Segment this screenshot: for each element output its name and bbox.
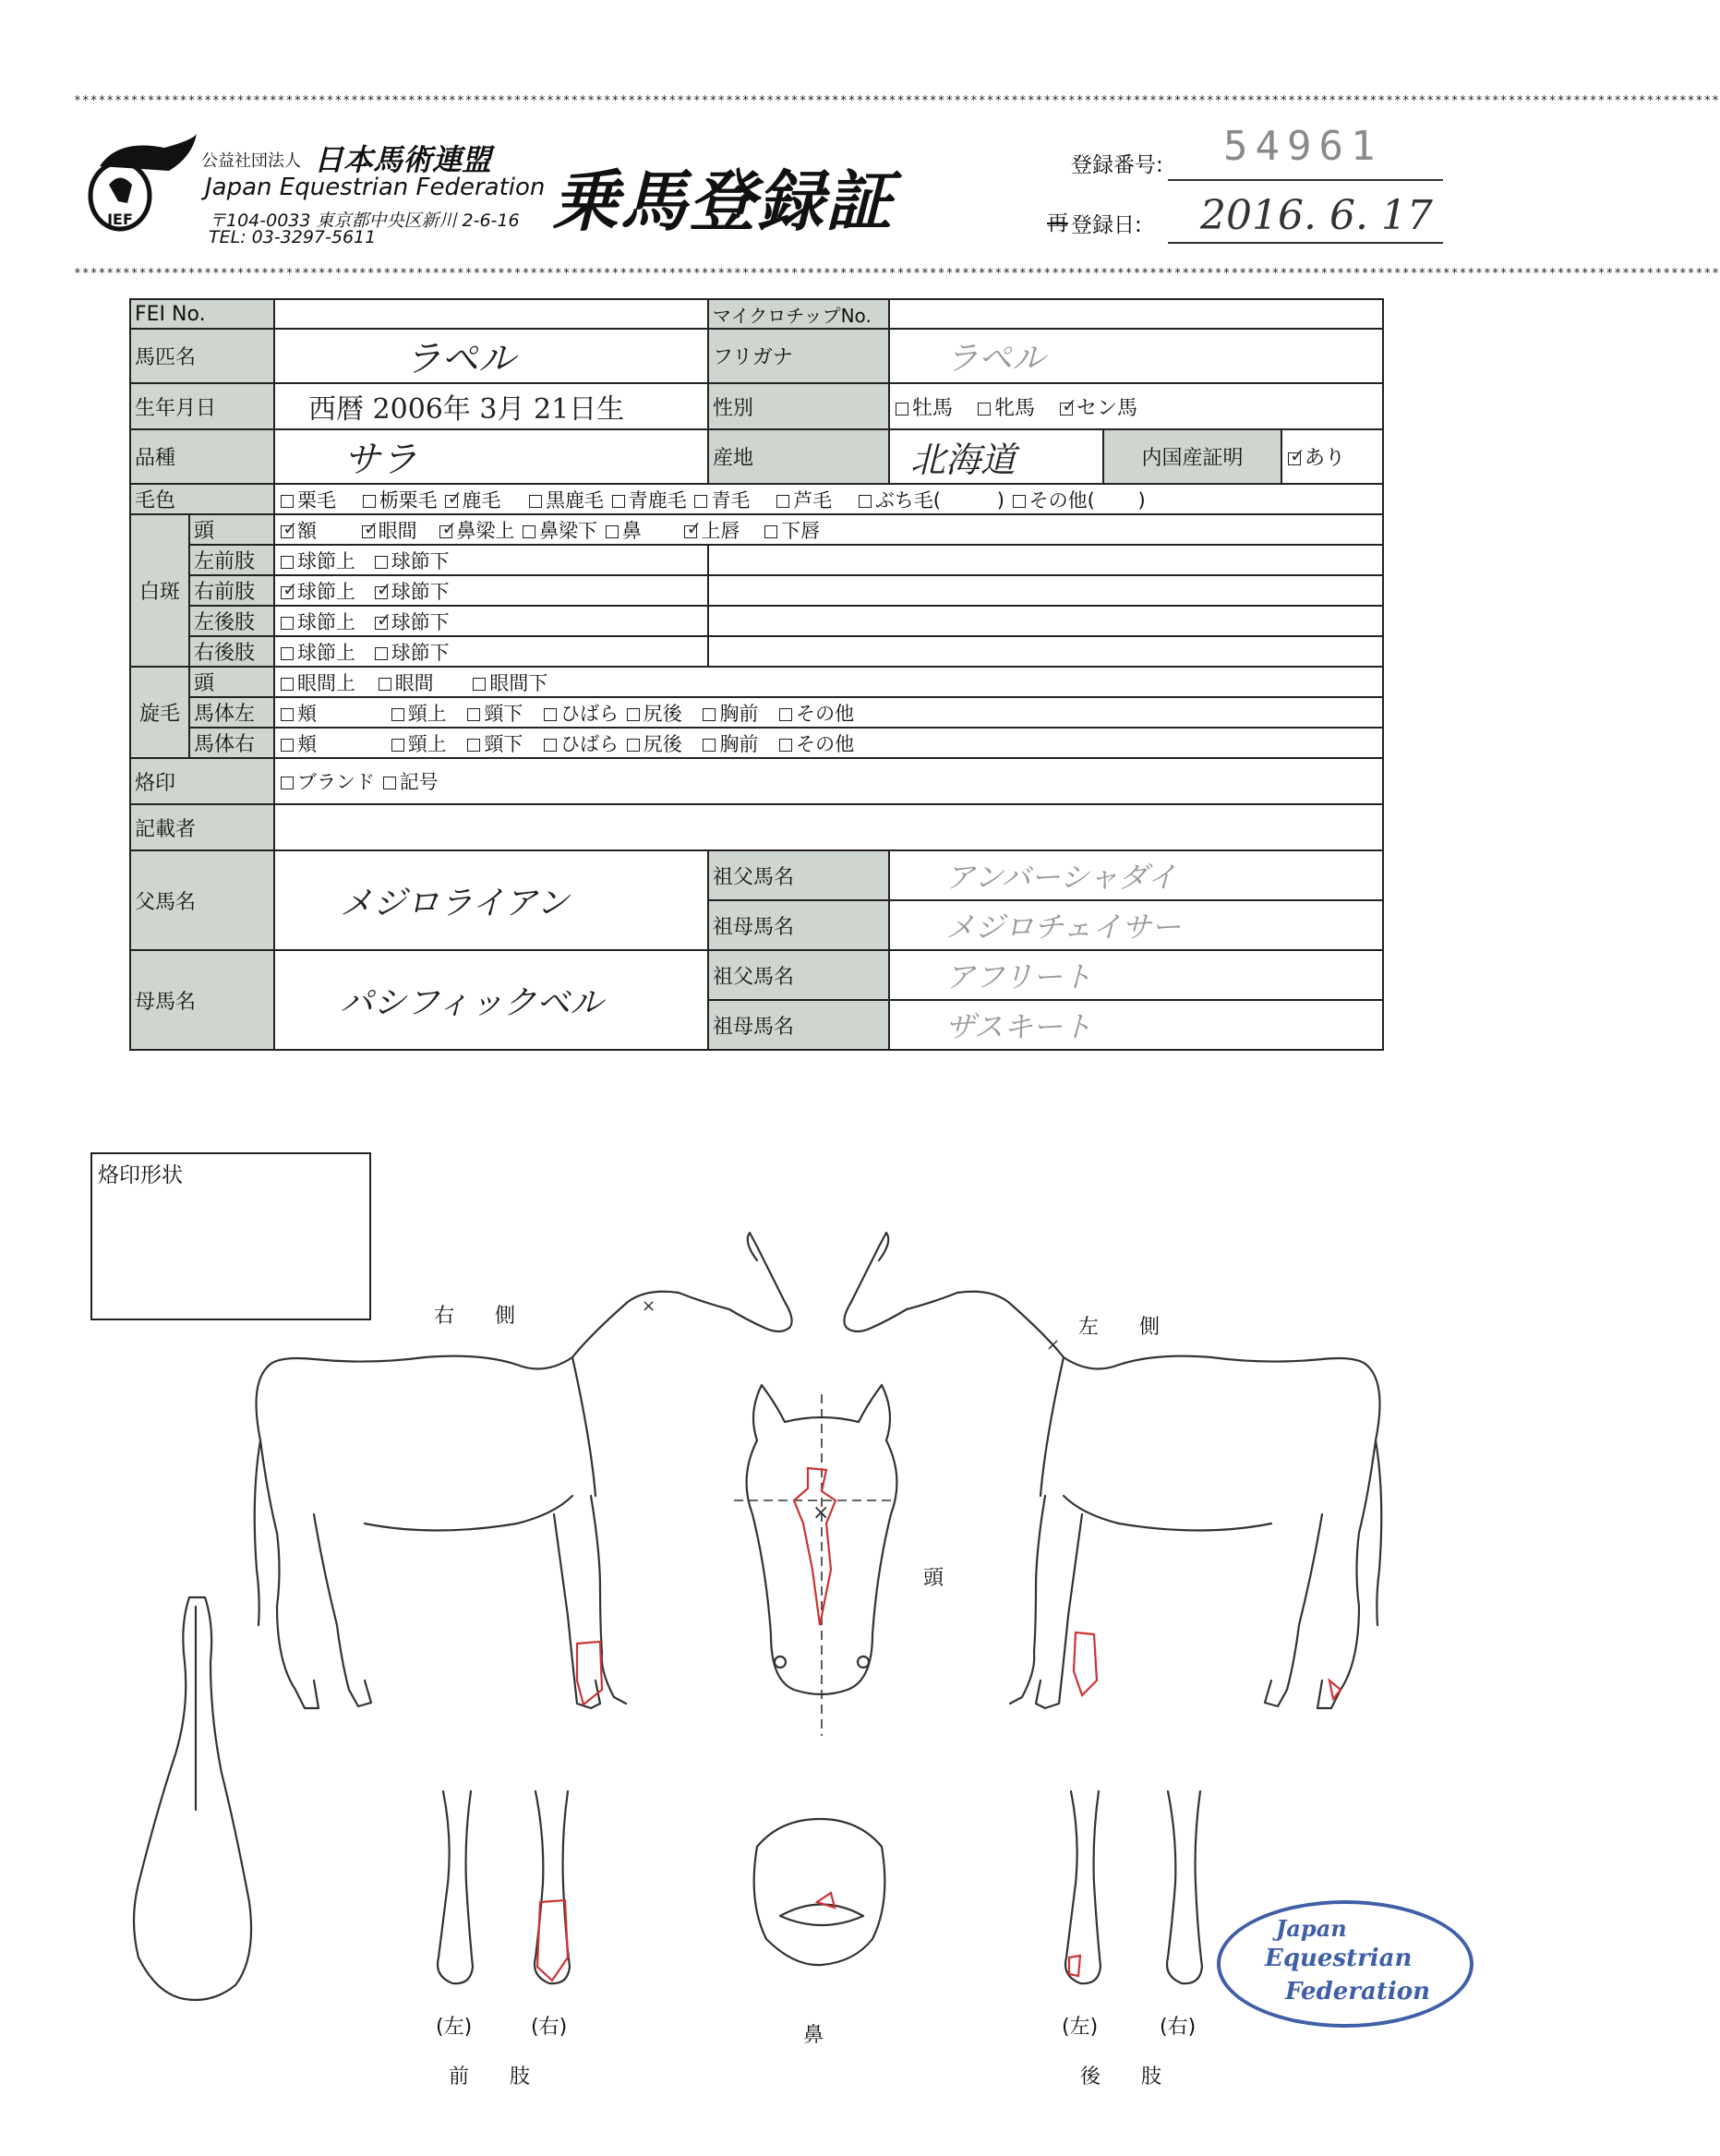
whorl-left-item-4: 尻後 (643, 702, 682, 725)
sex-checkbox-0[interactable] (896, 403, 908, 416)
sire-gdam-value: メジロチェイサー (945, 909, 1182, 945)
white-rh-checkbox-1[interactable] (375, 647, 388, 660)
fore-caption: 前 肢 (449, 2066, 531, 2089)
breed-label: 品種 (130, 429, 274, 484)
white-row-rf-label: 右前肢 (189, 575, 274, 606)
org-name-ja: 日本馬術連盟 (314, 142, 492, 177)
color-options (274, 484, 1383, 514)
registration-date-value: 2016. 6. 17 (1200, 192, 1433, 239)
color-option-2: 鹿毛 (462, 488, 501, 512)
domestic-label: 内国産証明 (1103, 429, 1281, 484)
whorl-head-item-2: 眼間下 (489, 671, 548, 694)
svg-text:×: × (642, 1296, 656, 1316)
color-label: 毛色 (130, 484, 274, 514)
white-lf-checkbox-1[interactable] (375, 556, 388, 569)
sex-label: 性別 (708, 383, 889, 429)
whorl-right-checkbox-2[interactable] (467, 739, 480, 752)
white-lf-checkbox-0[interactable] (281, 556, 294, 569)
whorl-left-item-3: ひばら (560, 702, 619, 725)
whorl-left-item-5: 胸前 (719, 702, 759, 725)
white-row-lf-label: 左前肢 (189, 545, 274, 575)
name-value: ラペル (404, 338, 515, 380)
document-title: 乗馬登録証 (552, 163, 895, 240)
sire-label: 父馬名 (130, 850, 274, 950)
nose-label: 鼻 (803, 2024, 824, 2047)
white-head-item-6: 下唇 (781, 519, 821, 542)
horse-head-front (734, 1385, 896, 1736)
whorl-label: 旋毛 (130, 667, 189, 758)
brand-checkbox-1[interactable] (383, 777, 396, 789)
color-option-10: ) (1137, 488, 1146, 512)
whorl-left-checkbox-3[interactable] (544, 708, 557, 721)
white-row-head (274, 514, 1383, 545)
chip-label: マイクロチップNo. (708, 299, 889, 329)
hind-left-label: (左) (1062, 2016, 1099, 2039)
whorl-head-checkbox-2[interactable] (473, 678, 486, 691)
whorl-left-item-6: その他 (796, 702, 855, 725)
brand-shape-label: 烙印形状 (98, 1163, 183, 1187)
color-option-4: 青鹿毛 (628, 488, 687, 512)
white-head-item-5: 上唇 (701, 519, 740, 542)
whorl-row-head-label: 頭 (189, 667, 274, 697)
white-head-checkbox-2[interactable] (439, 525, 452, 538)
color-checkbox-4[interactable] (612, 495, 625, 508)
whorl-row-left (274, 697, 1383, 728)
whorl-right-checkbox-1[interactable] (391, 739, 404, 752)
whorl-head-checkbox-1[interactable] (379, 678, 391, 691)
horse-right-side (255, 1233, 792, 1708)
sire-value: メジロライアン (340, 884, 570, 922)
whorl-right-item-4: 尻後 (643, 732, 682, 755)
whorl-left-item-1: 頸上 (407, 702, 447, 725)
stamp-line-3: Federation (1285, 1978, 1430, 2005)
horse-top-view (134, 1597, 251, 2000)
fore-right-label: (右) (531, 2016, 568, 2039)
org-tel: TEL: 03-3297-5611 (209, 227, 377, 247)
horse-left-side (844, 1233, 1381, 1708)
dam-label: 母馬名 (130, 950, 274, 1050)
whorl-row-right (274, 728, 1383, 758)
hindlegs (1065, 1791, 1202, 1983)
brand-checkbox-0[interactable] (281, 777, 294, 789)
fore-left-label: (左) (436, 2016, 473, 2039)
whorl-right-item-6: その他 (796, 732, 855, 755)
whorl-right-checkbox-5[interactable] (703, 739, 716, 752)
white-rh-checkbox-0[interactable] (281, 647, 294, 660)
whorl-left-checkbox-5[interactable] (703, 708, 716, 721)
sex-checkbox-1[interactable] (978, 403, 991, 416)
sex-checkbox-2[interactable] (1060, 403, 1073, 416)
whorl-row-right-label: 馬体右 (189, 728, 274, 758)
white-row-lf (274, 545, 708, 575)
svg-text:JEF: JEF (107, 211, 133, 228)
brand-option-0: ブランド (297, 771, 375, 793)
dam-gdam-label: 祖母馬名 (708, 1000, 889, 1050)
sire-gsire-value: アンバーシャダイ (945, 860, 1177, 895)
white-head-item-1: 眼間 (378, 519, 417, 542)
bottom-dotted-rule: ********************************************************************************************************************************************************************************************************** (74, 267, 1720, 281)
sire-gsire-label: 祖父馬名 (708, 850, 889, 900)
white-lh-item-0: 球節上 (297, 610, 355, 633)
dam-gsire-label: 祖父馬名 (708, 950, 889, 1000)
stamp-line-1: Japan (1276, 1915, 1347, 1942)
svg-text:×: × (812, 1501, 830, 1524)
color-option-5: 青毛 (711, 488, 751, 512)
white-head-checkbox-6[interactable] (764, 525, 777, 538)
hind-caption: 後 肢 (1080, 2066, 1162, 2089)
whorl-right-item-2: 頸下 (484, 732, 523, 755)
whorl-head-item-0: 眼間上 (297, 671, 355, 694)
color-option-9: その他( (1028, 488, 1095, 512)
white-head-checkbox-1[interactable] (362, 525, 375, 538)
sex-option-0: 牡馬 (912, 396, 954, 420)
white-head-checkbox-4[interactable] (606, 525, 619, 538)
origin-label: 産地 (708, 429, 889, 484)
whorl-head-checkbox-0[interactable] (281, 678, 294, 691)
stamp-line-2: Equestrian (1265, 1945, 1413, 1972)
white-rf-item-1: 球節下 (391, 580, 450, 603)
color-checkbox-9[interactable] (1013, 495, 1026, 508)
whorl-left-checkbox-2[interactable] (467, 708, 480, 721)
white-row-lh (274, 606, 708, 636)
jef-logo (81, 129, 201, 245)
breed-value: サラ (343, 439, 417, 481)
whorl-row-head (274, 667, 1383, 697)
white-lf-item-0: 球節上 (297, 549, 355, 572)
white-label: 白斑 (130, 514, 189, 667)
org-prefix: 公益社団法人 (201, 151, 301, 171)
origin-value: 北海道 (910, 440, 1016, 480)
dob-label: 生年月日 (130, 383, 274, 429)
color-option-3: 黒鹿毛 (546, 488, 605, 512)
white-lh-checkbox-1[interactable] (375, 617, 388, 630)
color-option-7: ぶち毛( (874, 488, 942, 512)
whorl-right-item-1: 頸上 (407, 732, 447, 755)
sex-options (889, 383, 1383, 429)
chip-value (889, 299, 1383, 329)
white-rh-item-0: 球節上 (297, 641, 355, 664)
brand-label: 烙印 (130, 758, 274, 804)
furigana-value: ラペル (945, 340, 1046, 378)
whorl-right-checkbox-3[interactable] (544, 739, 557, 752)
brand-options (274, 758, 1383, 804)
sex-option-2: セン馬 (1077, 396, 1138, 420)
org-name-en: Japan Equestrian Federation (205, 174, 546, 201)
whorl-left-checkbox-6[interactable] (779, 708, 792, 721)
horse-nose (754, 1819, 885, 1965)
whorl-left-item-0: 頬 (297, 702, 317, 725)
svg-text:×: × (1046, 1335, 1061, 1355)
registration-date-label: 登録日: (1071, 213, 1142, 237)
white-lh-checkbox-0[interactable] (281, 617, 294, 630)
whorl-left-checkbox-1[interactable] (391, 708, 404, 721)
whorl-left-checkbox-0[interactable] (281, 708, 294, 721)
registration-table (129, 298, 1384, 1051)
domestic-checkbox[interactable] (1288, 452, 1301, 465)
whorl-row-left-label: 馬体左 (189, 697, 274, 728)
color-checkbox-3[interactable] (529, 495, 542, 508)
whorl-right-checkbox-4[interactable] (627, 739, 640, 752)
sire-gdam-label: 祖母馬名 (708, 900, 889, 950)
dam-value: パシフィックベル (340, 983, 604, 1022)
white-row-rh-label: 右後肢 (189, 636, 274, 667)
org-address: 〒104-0033 東京都中央区新川 2-6-16 (209, 211, 520, 231)
name-label: 馬匹名 (130, 329, 274, 383)
whorl-left-item-2: 頸下 (484, 702, 523, 725)
jef-stamp (1217, 1900, 1473, 2028)
right-side-label: 右 側 (434, 1305, 516, 1328)
color-checkbox-1[interactable] (363, 495, 376, 508)
white-lf-item-1: 球節下 (391, 549, 450, 572)
color-checkbox-6[interactable] (776, 495, 789, 508)
white-head-checkbox-5[interactable] (684, 525, 697, 538)
white-rf-checkbox-0[interactable] (281, 586, 294, 599)
writer-value (274, 804, 1383, 850)
registration-number-label: 登録番号: (1071, 153, 1163, 177)
whorl-right-checkbox-0[interactable] (281, 739, 294, 752)
left-side-label: 左 側 (1078, 1316, 1161, 1339)
top-dotted-rule: ********************************************************************************************************************************************************************************************************** (74, 94, 1720, 108)
brand-option-1: 記号 (399, 771, 439, 793)
furigana-label: フリガナ (708, 329, 889, 383)
color-checkbox-0[interactable] (281, 495, 294, 508)
color-checkbox-2[interactable] (445, 495, 458, 508)
white-row-head-label: 頭 (189, 514, 274, 545)
white-head-item-2: 鼻梁上 (456, 519, 515, 542)
color-option-1: 栃栗毛 (379, 488, 438, 512)
jef-logo-icon (81, 129, 201, 245)
white-row-lh-label: 左後肢 (189, 606, 274, 636)
color-checkbox-5[interactable] (694, 495, 707, 508)
dam-gsire-value: アフリート (945, 959, 1092, 994)
registration-number-underline (1168, 179, 1443, 181)
color-checkbox-7[interactable] (859, 495, 872, 508)
white-head-checkbox-0[interactable] (281, 525, 294, 538)
white-head-item-4: 鼻 (621, 519, 642, 542)
head-label: 頭 (923, 1567, 944, 1590)
forelegs (438, 1791, 570, 1983)
fei-value (274, 299, 708, 329)
dob-value: 西暦 2006年 3月 21日生 (308, 393, 625, 426)
white-lh-item-1: 球節下 (391, 610, 450, 633)
white-rf-item-0: 球節上 (297, 580, 355, 603)
white-rh-item-1: 球節下 (391, 641, 450, 664)
white-head-item-3: 鼻梁下 (539, 519, 598, 542)
white-row-rh (274, 636, 708, 667)
white-head-item-0: 額 (297, 519, 317, 542)
fei-label: FEI No. (130, 299, 274, 329)
whorl-head-item-1: 眼間 (394, 671, 434, 694)
white-rf-checkbox-1[interactable] (375, 586, 388, 599)
color-option-6: 芦毛 (793, 488, 833, 512)
domestic-value: あり (1305, 447, 1346, 470)
whorl-right-checkbox-6[interactable] (779, 739, 792, 752)
hind-right-label: (右) (1160, 2016, 1197, 2039)
whorl-right-item-3: ひばら (560, 732, 619, 755)
dam-gdam-value: ザスキート (945, 1009, 1092, 1044)
white-row-rf (274, 575, 708, 606)
whorl-right-item-5: 胸前 (719, 732, 759, 755)
color-option-8: ) (996, 488, 1004, 512)
whorl-right-item-0: 頬 (297, 732, 317, 755)
color-option-0: 栗毛 (297, 488, 336, 512)
rereg-prefix: 再 (1047, 211, 1068, 235)
writer-label: 記載者 (130, 804, 274, 850)
sex-option-1: 牝馬 (994, 396, 1036, 420)
whorl-left-checkbox-4[interactable] (627, 708, 640, 721)
registration-date-underline (1168, 242, 1443, 244)
white-head-checkbox-3[interactable] (523, 525, 535, 538)
registration-number-value: 54961 (1223, 123, 1383, 170)
